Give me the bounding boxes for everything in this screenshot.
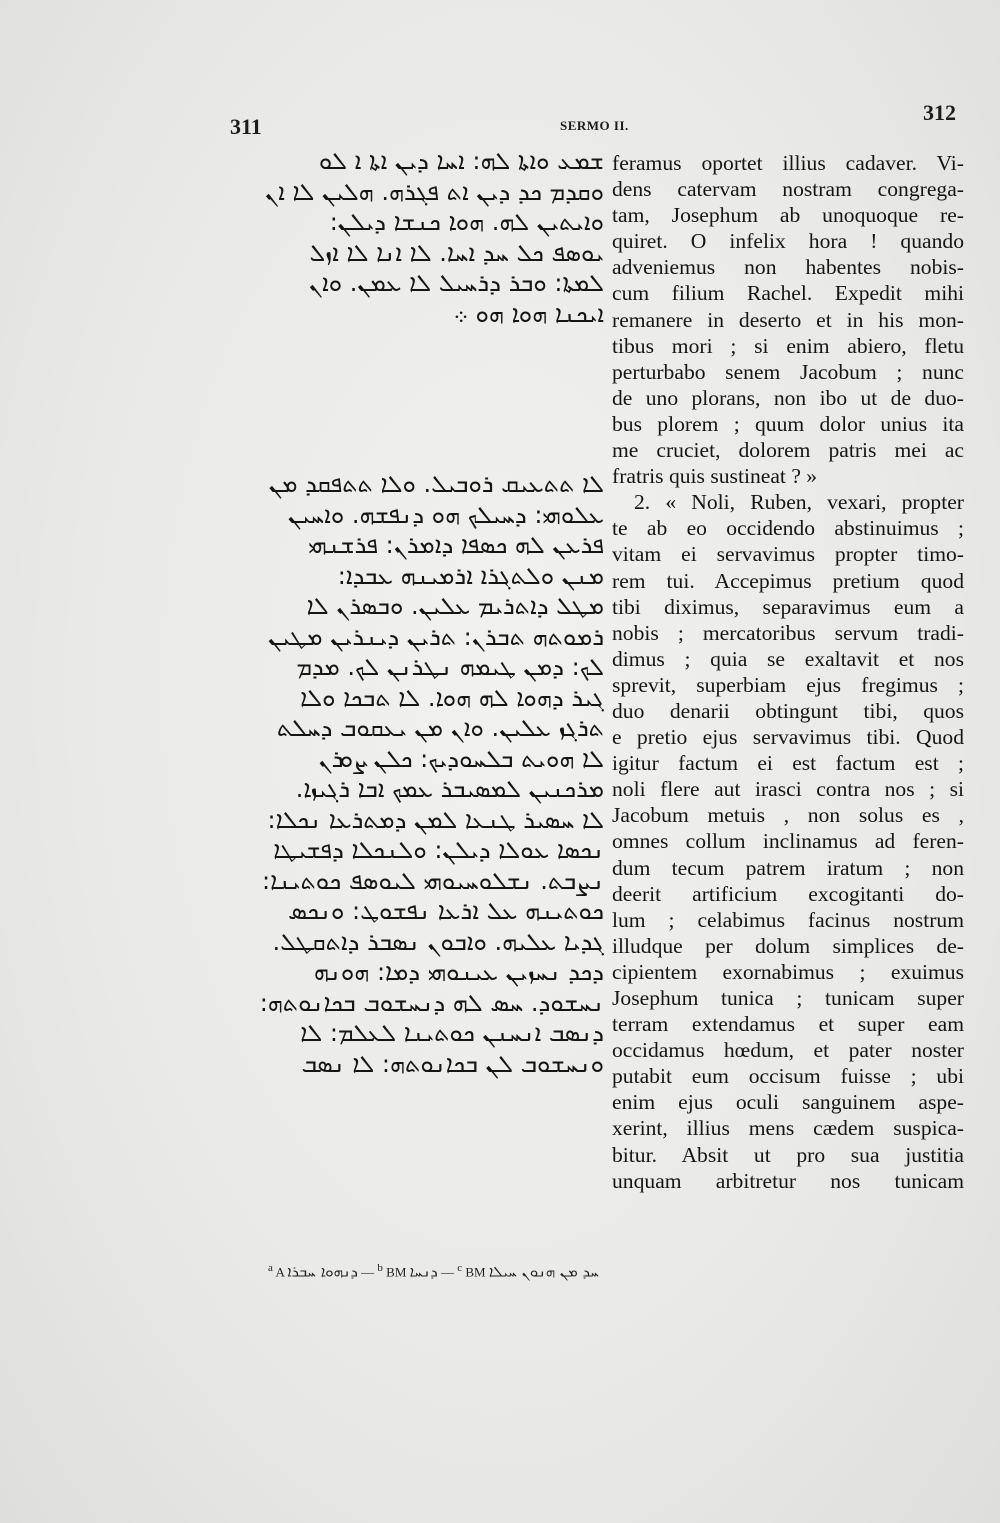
syriac-line: ܬܪܓܙ ܥܠܝܢ. ܘܐܢ ܡܢ ܝܥܩܘܒ ܕܚܠܬ <box>276 714 604 742</box>
syriac-line: ܐܝܟܢܐ ܗܘܐ ܗܘ ܀ <box>453 299 604 328</box>
syriac-line: ܘܩܕܡ ܟܕ ܕܝܢ ܐܬ ܦܓܪܗ. ܗܠܝܢ ܠܐ ܐܢ <box>264 177 604 206</box>
footnote <box>268 1262 738 1280</box>
footnote-b-label: BM <box>386 1264 407 1280</box>
latin-column <box>612 150 964 1194</box>
latin-line: tam, Josephum ab unoquoque re- <box>612 203 964 228</box>
latin-line: Josephum tunica ; tunicam super <box>612 986 964 1010</box>
latin-line: me cruciet, dolorem patris mei ac <box>612 438 964 463</box>
latin-line: xerint, illius mens cædem suspica- <box>612 1116 964 1141</box>
latin-line: duo denarii obtingunt tibi, quos <box>612 698 964 723</box>
latin-line: putabit eum occisum fuisse ; ubi <box>612 1064 964 1089</box>
syriac-line: ܠܐ ܗܘܝܬ ܒܠܚܘܕܝܟ: ܟܠܢ ܨܘܪܢ <box>318 744 604 773</box>
latin-line: vitam ei servavimus propter timo- <box>612 542 964 567</box>
latin-line: fratris quis sustineat ? » <box>612 464 818 489</box>
section-gap <box>232 329 604 469</box>
latin-line: terram extendamus et super eam <box>612 1012 964 1037</box>
footnote-separator: — <box>441 1264 454 1280</box>
latin-line: tibi diximus, separavimus eum a <box>612 594 964 619</box>
latin-line: dum tecum patrem iratum ; non <box>612 855 964 880</box>
syriac-line: ܢܟܣܐ ܥܘܠܐ ܕܝܠܢ: ܘܠܢܟܠܐ ܕܦܫܝܛܐ <box>273 836 604 864</box>
syriac-line: ܠܟ: ܕܡܢ ܛܝܡܗ ܢܛܪܢܢ ܠܟ. ܡܕܡ <box>296 653 604 681</box>
footnote-c-text: ܚܕ ܡܢ ܗܢܘܢ ܚܝܠܐ <box>488 1262 599 1281</box>
footnote-separator: — <box>361 1264 375 1280</box>
syriac-line: ܡܪܟܢܝܢ ܠܡܣܝܒܪ ܥܡܟ ܐܒܐ ܪܓܝܙܐ. <box>295 775 604 803</box>
latin-line: lum ; celabimus facinus nostrum <box>612 907 964 932</box>
latin-line: unquam arbitretur nos tunicam <box>612 1168 964 1193</box>
footnote-mark-b: b <box>377 1262 383 1274</box>
syriac-line: ܕܟܕ ܢܚܙܝܢ ܥܝܢܘܗܝ ܕܡܐ: ܗܘܢܗ <box>313 958 604 986</box>
latin-line: noli flere aut irasci contra nos ; si <box>612 777 964 802</box>
running-title: SERMO II. <box>560 118 629 133</box>
latin-line: te ab eo occidendo abstinuimus ; <box>612 516 964 541</box>
syriac-line: ܡܛܠ ܕܐܬܪܝܡ ܥܠܝܢ. ܘܒܣܪܢ ܠܐ <box>306 592 604 620</box>
latin-line: nobis ; mercatoribus servum tradi- <box>612 620 964 645</box>
latin-line: adveniemus non habentes nobis- <box>612 255 964 280</box>
latin-line: igitur factum ei est factum est ; <box>612 751 964 776</box>
syriac-line: ܪܡܘܬܗ ܬܒܪܢ: ܬܪܝܢ ܕܝܢܪܝܢ ܡܛܝܢ <box>268 622 604 651</box>
syriac-line: ܠܡܬܐ: ܘܒܪ ܕܪܚܝܠ ܠܐ ܥܡܢ. ܘܐܢ <box>308 269 604 297</box>
latin-line: feramus oportet illius cadaver. Vi- <box>612 151 964 175</box>
latin-line: tibus mori ; si enim abiero, fletu <box>612 333 964 358</box>
latin-line: remanere in deserto et in his mon- <box>612 307 964 332</box>
latin-line: sprevit, superbiam ejus fregimus ; <box>612 672 964 697</box>
syriac-line: ܝܘܣܦ ܟܠ ܚܕ ܐܚܐ. ܠܐ ܐܢܐ ܠܐ ܐܙܠ <box>309 238 604 267</box>
syriac-line: ܡܢܢ ܘܠܬܓܪܐ ܐܪܡܝܢܗ ܥܒܕܐ: <box>337 561 604 590</box>
syriac-line: ܢܨܒܬ. ܢܫܠܘܚܝܘܗܝ ܠܝܘܣܦ ܟܘܬܝܢܐ: <box>262 866 604 895</box>
syriac-line: ܕܢܣܒ ܐܢܚܢܢ ܟܘܬܝܢܐ ܠܥܠܡ: ܠܐ <box>300 1019 604 1047</box>
latin-line: deerit artificium excogitanti do- <box>612 881 964 906</box>
latin-line: 2. « Noli, Ruben, vexari, propter <box>634 490 964 515</box>
syriac-line: ܓܕܝܐ ܥܠܝܗ. ܘܐܒܘܢ ܢܣܒܪ ܕܐܬܩܛܠ. <box>272 927 604 956</box>
syriac-line: ܥܠܘܗܝ: ܕܚܝܠܟ ܗܘ ܕܢܦܫܗ. ܘܐܚܝܢ <box>288 500 604 529</box>
syriac-column <box>232 146 604 1079</box>
footnote-mark-a: a <box>268 1262 273 1274</box>
syriac-line: ܢܚܫܘܕ. ܚܣ ܠܗ ܕܢܚܫܘܒ ܒܟܐܢܘܬܗ: <box>259 988 604 1017</box>
latin-line: enim ejus oculi sanguinem aspe- <box>612 1090 964 1115</box>
latin-line: Jacobum metuis , non solus es , <box>612 803 964 828</box>
latin-line: cum filium Rachel. Expedit mihi <box>612 281 964 306</box>
syriac-line: ܘܢܚܫܘܒ ܠܢ ܒܟܐܢܘܬܗ: ܠܐ ܢܣܒ <box>301 1049 604 1078</box>
latin-line: occidamus hœdum, et pater noster <box>612 1038 964 1063</box>
latin-line: dimus ; quia se exaltavit et nos <box>612 646 964 671</box>
page-header <box>230 96 956 139</box>
footnote-b-text: ܕܢܚܐ <box>409 1262 438 1281</box>
left-page-number: 311 <box>230 114 262 139</box>
latin-line: illudque per dolum simplices de- <box>612 933 964 958</box>
syriac-line: ܦܪܥܢ ܠܗ ܟܣܦܐ ܕܐܡܪܢ: ܦܪܫܢܗܝ <box>308 531 604 559</box>
footnote-c-label: BM <box>465 1264 486 1280</box>
latin-line: quiret. O infelix hora ! quando <box>612 229 964 254</box>
syriac-line: ܓܝܪ ܕܗܘܐ ܠܗ ܗܘܐ. ܠܐ ܬܒܟܐ ܘܠܐ <box>300 683 604 712</box>
footnote-a-text: ܕܢܗܘܐ ܚܒܪܐ <box>287 1262 358 1281</box>
syriac-line: ܟܘܬܝܢܗ ܥܠ ܐܪܥܐ ܢܦܫܘܛ: ܘܢܟܣ <box>288 897 604 925</box>
syriac-line: ܫܡܥ ܘܐܬܐ ܠܗ: ܐܚܐ ܕܝܢ ܐܬܐ ܐ ܠܘ <box>318 147 604 175</box>
latin-line: bitur. Absit ut pro sua justitia <box>612 1142 964 1167</box>
right-page-number: 312 <box>923 100 956 125</box>
latin-line: omnes collum inclinamus ad feren- <box>612 829 964 854</box>
latin-line: perturbabo senem Jacobum ; nunc <box>612 359 964 384</box>
latin-line: dens catervam nostram congrega- <box>612 177 964 202</box>
latin-line: rem tui. Accepimus pretium quod <box>612 568 964 593</box>
latin-line: e pretio ejus servavimus tibi. Quod <box>612 725 964 750</box>
latin-line: bus plorem ; quum dolor unius ita <box>612 411 964 436</box>
syriac-line: ܠܐ ܚܣܝܪ ܛܢܥܐ ܠܡܢ ܕܡܬܪܥܐ ܢܟܠܐ: <box>267 805 604 834</box>
latin-line: cipientem exornabimus ; exuimus <box>612 959 964 984</box>
latin-line: de uno plorans, non ibo ut de duo- <box>612 385 964 410</box>
footnote-a-label: A <box>275 1264 285 1280</box>
syriac-line: ܘܐܝܬܝܢ ܠܗ. ܗܘܐ ܟܢܫܐ ܕܝܠܢ: <box>329 208 604 236</box>
syriac-line: ܠܐ ܬܬܥܝܩ ܪܘܒܝܠ. ܘܠܐ ܬܬܦܩܕ ܡܢ <box>268 470 604 498</box>
footnote-mark-c: c <box>457 1262 463 1274</box>
